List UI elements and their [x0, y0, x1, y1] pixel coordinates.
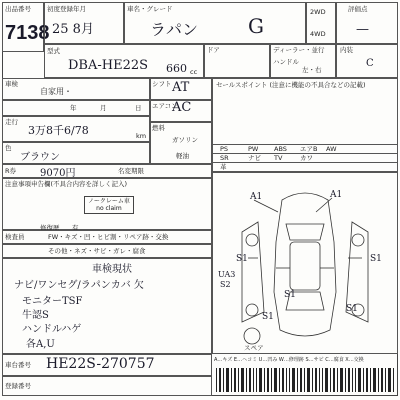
equip-pw: PW [248, 145, 259, 153]
spare-label: スペア [244, 344, 264, 352]
day-label: 日 [135, 104, 142, 112]
history-label: 修復歴 [40, 224, 60, 232]
equipment-note: 車検現状 [92, 264, 132, 275]
inspector-label: 検査員 [5, 233, 25, 241]
equip-leather: カワ [300, 154, 313, 162]
inspect-row2: その他・ネズ・サビ・ガレ・腐食 [48, 247, 146, 255]
notice-label: 注意事項申告欄(不具合内容を詳しく記入) [5, 180, 128, 188]
ac-value: AC [172, 100, 192, 115]
mark-ua3: UA3 [218, 270, 236, 279]
lot-number: 7138 [5, 22, 50, 44]
ac-label: エアコン [152, 102, 178, 110]
no-claim-stamp [84, 196, 134, 214]
score-label: 評価点 [348, 5, 368, 13]
sales-label: セールスポイント (注意に機能の不具合などの記載) [216, 81, 366, 89]
model-label: 型式 [47, 47, 60, 55]
drive-2wd: 2WD [310, 8, 326, 16]
score-value: — [356, 22, 369, 37]
mark-a1-left: A1 [250, 192, 263, 202]
drive-4wd: 4WD [310, 30, 326, 38]
shift-label: シフト [152, 80, 172, 88]
mark-s1-center: S1 [284, 290, 296, 300]
barcode [214, 366, 396, 394]
inspection-box [2, 78, 150, 100]
reg-label: 登録番号 [5, 382, 31, 390]
note-line-2: モニターTSF [22, 296, 83, 307]
dealer-label: ディーラー・並行 [273, 46, 325, 54]
grade: G [248, 14, 264, 38]
mark-s1-right: S1 [370, 254, 382, 264]
mark-s1-rear-left: S1 [262, 312, 274, 322]
equip-abs: ABS [274, 145, 287, 153]
claim-value: no claim [96, 205, 122, 212]
mileage-unit: km [136, 132, 147, 140]
vin-value: HE22S-270757 [46, 356, 155, 372]
mileage-value: 3万8千6/78 [28, 124, 89, 137]
recycle-label: R券 [5, 167, 17, 175]
equip-row3: 革 [220, 163, 227, 171]
interior-label: 内装 [340, 46, 353, 54]
mark-s1-left: S1 [236, 254, 248, 264]
equip-aw: AW [326, 145, 337, 153]
recycle-box [2, 164, 212, 178]
month-label: 月 [100, 104, 107, 112]
color-label: 色 [5, 144, 12, 152]
cc-value: 660 [166, 62, 187, 75]
first-reg-label: 初度登録年月 [47, 5, 86, 13]
equip-sr: SR [220, 154, 229, 162]
equip-airbag: エアB [300, 145, 318, 153]
history-value: 有 [72, 224, 79, 232]
first-reg-value: 25 8月 [52, 22, 94, 37]
handle-options: 左・右 [302, 66, 322, 74]
model-value: DBA-HE22S [68, 58, 149, 73]
fuel-label: 燃料 [152, 124, 165, 132]
year-label: 年 [70, 104, 77, 112]
note-line-5: 各A,U [26, 339, 55, 350]
mileage-label: 走行 [5, 118, 18, 126]
damage-legend: A…キズ E…ヘコミ U…凹み W…修理跡 S…サビ C…腐食 X…交換 [214, 357, 364, 363]
equip-navi: ナビ [248, 154, 261, 162]
mark-s2: S2 [220, 280, 231, 289]
inspection-value: 自家用・ [40, 87, 72, 96]
note-line-3: 牛認S [22, 310, 49, 321]
note-line-1: ナビ/ワンセグ/ラパンカバ 欠 [14, 280, 144, 291]
fuel-gas: ガソリン [172, 136, 198, 144]
reg-box [2, 376, 212, 396]
interior-value: C [366, 58, 374, 69]
inspection-label: 車検 [5, 80, 18, 88]
fuel-light: 軽油 [176, 152, 189, 160]
recycle-value: 9070円 [40, 168, 76, 179]
car-name: ラパン [150, 20, 199, 39]
lot-label: 出品番号 [5, 5, 31, 13]
name-change-label: 名変期限 [118, 167, 144, 175]
color-value: ブラウン [20, 152, 60, 163]
vin-label: 車台番号 [5, 361, 31, 369]
mark-a1-right: A1 [330, 190, 343, 200]
handle-label: ハンドル [273, 58, 299, 66]
door-label: ドア [207, 46, 220, 54]
equip-ps: PS [220, 145, 229, 153]
mark-s1-rear-right: S1 [346, 304, 358, 314]
shift-value: AT [172, 80, 190, 95]
name-label: 車名・グレード [127, 5, 173, 13]
note-line-4: ハンドルハゲ [22, 324, 82, 335]
cc-unit: cc [190, 68, 198, 76]
equip-tv: TV [274, 154, 283, 162]
claim-label: ノークレーム車 [88, 198, 130, 205]
inspect-labels: FW・キズ・凹・ヒビ割・リペア跡・交換 [48, 233, 169, 241]
